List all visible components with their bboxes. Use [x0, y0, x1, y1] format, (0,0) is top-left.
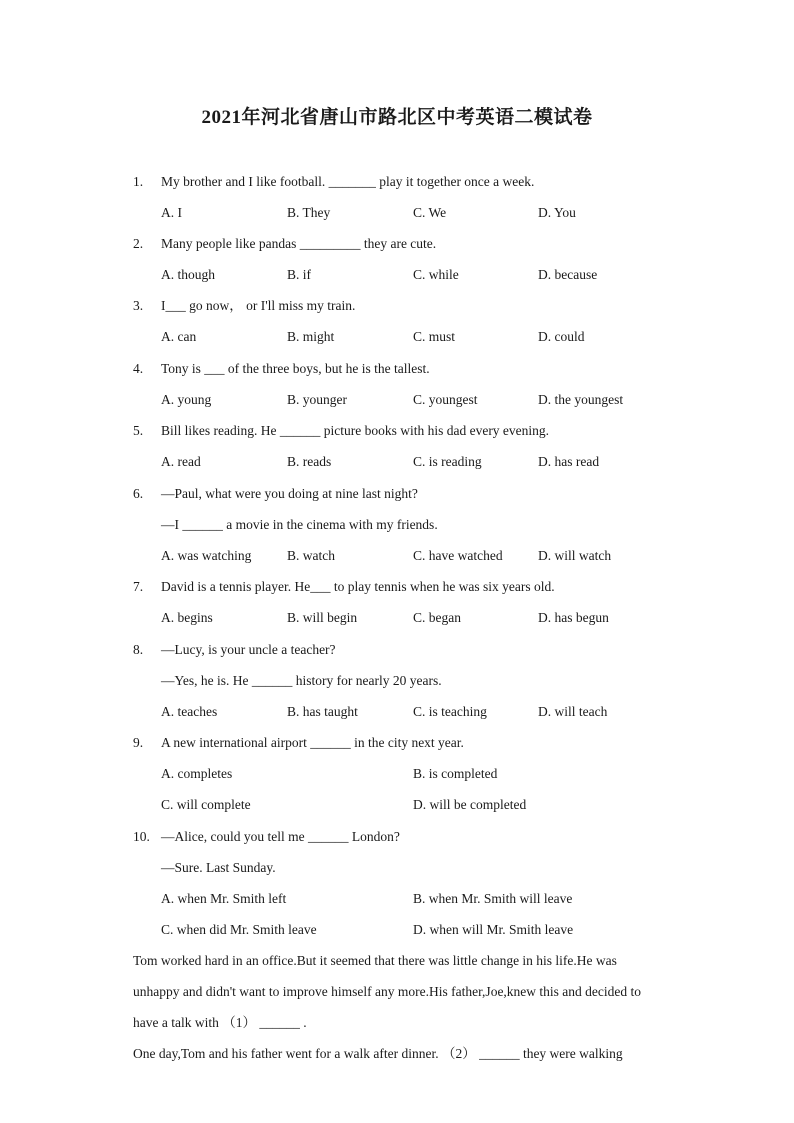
- option-c: C. while: [413, 267, 459, 282]
- question-stem: David is a tennis player. He___ to play tennis when he was six years old.: [161, 579, 555, 594]
- option-a: A. young: [161, 392, 212, 407]
- question-number: 8.: [133, 642, 144, 657]
- option-b: B. will begin: [287, 610, 358, 625]
- option-c: C. is teaching: [413, 704, 487, 719]
- question-number: 1.: [133, 174, 144, 189]
- option-b: B. might: [287, 329, 335, 344]
- option-d: D. when will Mr. Smith leave: [413, 922, 574, 937]
- option-b: B. if: [287, 267, 312, 282]
- question-number: 6.: [133, 486, 144, 501]
- option-a: A. begins: [161, 610, 213, 625]
- option-a: A. was watching: [161, 548, 252, 563]
- option-b: B. watch: [287, 548, 335, 563]
- question-stem: Tony is ___ of the three boys, but he is the tallest.: [161, 361, 430, 376]
- option-a: A. completes: [161, 766, 233, 781]
- question-number: 9.: [133, 735, 144, 750]
- question-stem: My brother and I like football. _______ play it together once a week.: [161, 174, 535, 189]
- passage-line: One day,Tom and his father went for a walk after dinner. （2） ______ they were walking: [133, 1046, 623, 1061]
- option-b: B. when Mr. Smith will leave: [413, 891, 573, 906]
- question-stem: Bill likes reading. He ______ picture books with his dad every evening.: [161, 423, 550, 438]
- option-d: D. the youngest: [538, 392, 624, 407]
- option-c: C. have watched: [413, 548, 503, 563]
- passage-line: Tom worked hard in an office.But it seemed that there was little change in his life.He was: [133, 953, 617, 968]
- option-b: B. reads: [287, 454, 332, 469]
- option-b: B. is completed: [413, 766, 498, 781]
- option-b: B. They: [287, 205, 331, 220]
- option-d: D. will teach: [538, 704, 608, 719]
- question-stem: Many people like pandas _________ they are cute.: [161, 236, 437, 251]
- option-c: C. when did Mr. Smith leave: [161, 922, 317, 937]
- question-number: 10.: [133, 829, 150, 844]
- question-stem: —Paul, what were you doing at nine last night?: [161, 486, 418, 501]
- question-stem-line-2: —I ______ a movie in the cinema with my friends.: [161, 517, 438, 532]
- question-stem-line-2: —Yes, he is. He ______ history for nearly 20 years.: [161, 673, 442, 688]
- question-stem: I___ go now， or I'll miss my train.: [161, 298, 356, 313]
- question-number: 7.: [133, 579, 144, 594]
- option-c: C. youngest: [413, 392, 478, 407]
- option-b: B. younger: [287, 392, 347, 407]
- option-d: D. You: [538, 205, 576, 220]
- question-stem: A new international airport ______ in the city next year.: [161, 735, 464, 750]
- option-d: D. because: [538, 267, 598, 282]
- option-a: A. read: [161, 454, 201, 469]
- option-c: C. must: [413, 329, 456, 344]
- option-d: D. could: [538, 329, 585, 344]
- question-number: 4.: [133, 361, 144, 376]
- option-a: A. can: [161, 329, 197, 344]
- option-d: D. will watch: [538, 548, 612, 563]
- question-stem-line-2: —Sure. Last Sunday.: [161, 860, 276, 875]
- option-c: C. We: [413, 205, 447, 220]
- option-b: B. has taught: [287, 704, 358, 719]
- question-stem: —Lucy, is your uncle a teacher?: [161, 642, 336, 657]
- option-d: D. has read: [538, 454, 600, 469]
- option-a: A. though: [161, 267, 215, 282]
- option-c: C. will complete: [161, 797, 251, 812]
- option-d: D. will be completed: [413, 797, 527, 812]
- question-number: 2.: [133, 236, 144, 251]
- option-a: A. I: [161, 205, 182, 220]
- question-stem: —Alice, could you tell me ______ London?: [161, 829, 400, 844]
- option-c: C. began: [413, 610, 461, 625]
- option-d: D. has begun: [538, 610, 609, 625]
- passage-line: have a talk with （1） ______ .: [133, 1015, 307, 1030]
- passage-line: unhappy and didn't want to improve himself any more.His father,Joe,knew this and decided to: [133, 984, 642, 999]
- page-title: 2021年河北省唐山市路北区中考英语二模试卷: [201, 107, 593, 128]
- question-number: 5.: [133, 423, 144, 438]
- option-c: C. is reading: [413, 454, 482, 469]
- option-a: A. teaches: [161, 704, 218, 719]
- question-number: 3.: [133, 298, 144, 313]
- option-a: A. when Mr. Smith left: [161, 891, 287, 906]
